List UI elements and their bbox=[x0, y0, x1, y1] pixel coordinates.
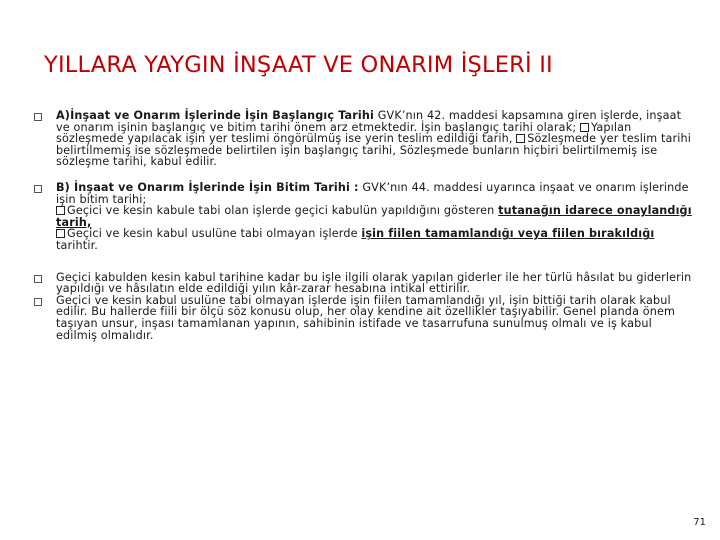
bullet-b-heading: B) İnşaat ve Onarım İşlerinde İşin Bitim Tarihi : bbox=[56, 180, 359, 194]
bullet-d bbox=[34, 295, 694, 341]
bullet-b-sub1-text: Geçici ve kesin kabule tabi olan işlerde geçici kabulün yapıldığını gösteren bbox=[67, 204, 499, 218]
bullet-list bbox=[34, 110, 694, 341]
bullet-box-icon bbox=[34, 113, 42, 121]
slide-title: YILLARA YAYGIN İNŞAAT VE ONARIM İŞLERİ II bbox=[44, 52, 553, 78]
bullet-b-sub2-underlined: işin fiilen tamamlandığı veya fiilen bırakıldığı bbox=[361, 227, 655, 241]
bullet-b bbox=[34, 182, 694, 252]
page-number: 71 bbox=[693, 517, 706, 528]
bullet-d-text: Geçici ve kesin kabul usulüne tabi olmayan işlerde işin fiilen tamamlandığı yıl, işin bittiği tarih olarak kabul edilir. Bu hallerde fiili bir ölçü söz konusu olup, her olay kendine ait özellikler taşıyabilir. Genel planda önem taşıyan unsur, inşası tamamlanan yapının, sahibinin istifade ve tasarrufuna sunulmuş olmalı ve iş kabul edilmiş olmalıdır. bbox=[56, 293, 676, 342]
placeholder-glyph-icon bbox=[580, 123, 589, 132]
bullet-b-sub2-end: tarihtir. bbox=[56, 238, 99, 252]
bullet-a-heading: A)İnşaat ve Onarım İşlerinde İşin Başlangıç Tarihi bbox=[56, 109, 375, 122]
placeholder-glyph-icon bbox=[516, 134, 525, 143]
bullet-b-sub2 bbox=[56, 228, 694, 251]
bullet-a-text: GVK’nın 42. maddesi kapsamına giren işlerde, inşaat ve onarım işinin başlangıç ve bitim tarihi önem arz etmektedir. İşin başlangıç tarihi olarak; bbox=[56, 109, 682, 134]
bullet-a bbox=[34, 110, 694, 168]
bullet-b-sub1-underlined: tutanağın idarece onaylandığı tarih, bbox=[56, 204, 692, 229]
bullet-b-sub1 bbox=[56, 205, 694, 228]
bullet-box-icon bbox=[34, 185, 42, 193]
bullet-a-sub2: Sözleşmede yer teslim tarihi belirtilmemiş ise sözleşmede belirtilen işin başlangıç tarihi, Sözleşmede bunların hiçbiri belirtilmemiş ise sözleşme tarihi, kabul edilir. bbox=[56, 132, 692, 169]
bullet-box-icon bbox=[34, 275, 42, 283]
bullet-b-sub2-text: Geçici ve kesin kabul usulüne tabi olmayan işlerde bbox=[67, 227, 362, 241]
placeholder-glyph-icon bbox=[56, 229, 65, 238]
bullet-a-sub1: Yapılan sözleşmede yapılacak işin yer teslimi öngörülmüş ise yerin teslim edildiği tarih, bbox=[56, 120, 632, 146]
bullet-c-text: Geçici kabulden kesin kabul tarihine kadar bu işle ilgili olarak yapılan giderler ile her türlü hâsılat bu giderlerin yapıldığı ve hâsılatın elde edildiği yılın kâr-zarar hesabına intikal ettirilir. bbox=[56, 270, 692, 296]
placeholder-glyph-icon bbox=[56, 206, 65, 215]
bullet-box-icon bbox=[34, 298, 42, 306]
bullet-c bbox=[34, 272, 694, 295]
bullet-b-text: GVK’nın 44. maddesi uyarınca inşaat ve onarım işlerinde işin bitim tarihi; bbox=[56, 180, 689, 206]
